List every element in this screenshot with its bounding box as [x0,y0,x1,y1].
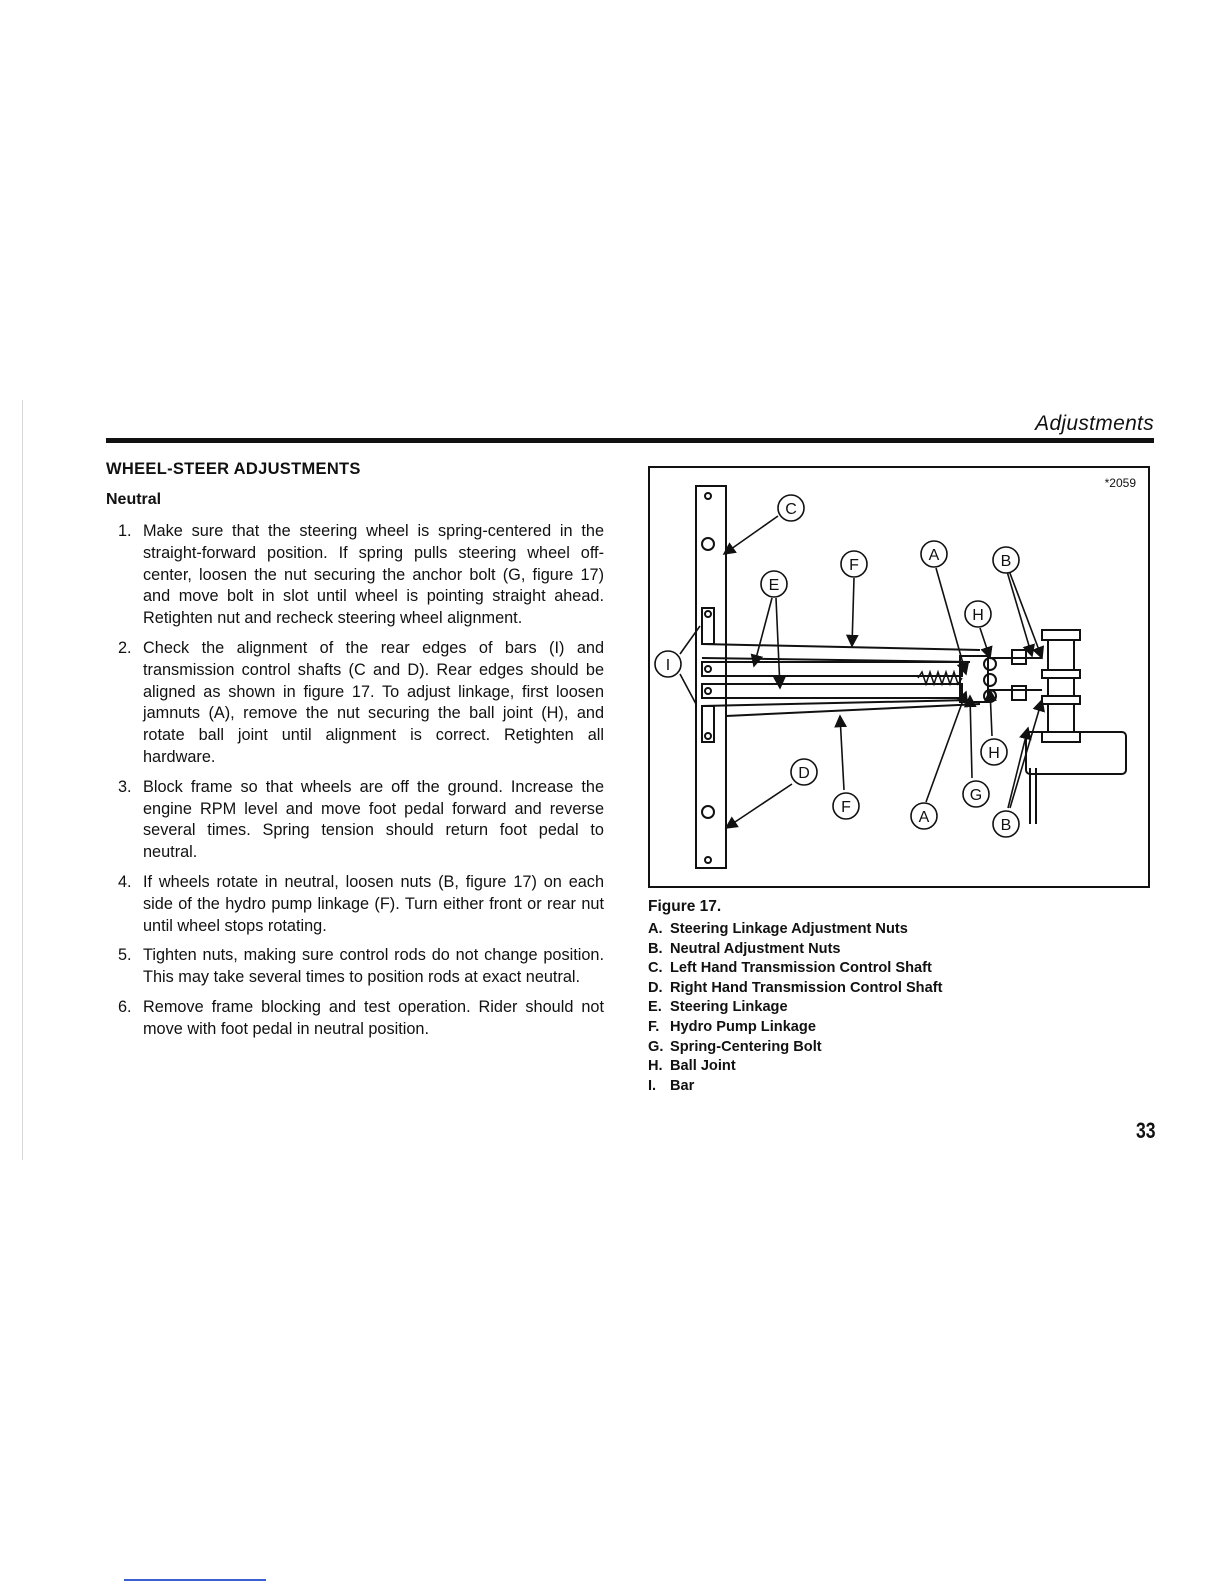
callout-f-lower [833,793,859,819]
legend-item: C. Left Hand Transmission Control Shaft [648,960,932,977]
legend-item: E. Steering Linkage [648,999,788,1016]
bottom-accent-line [124,1579,266,1581]
step-number: 6. [118,997,132,1016]
svg-text:A: A [928,547,940,564]
legend-item: I. Bar [648,1077,695,1094]
step-item [106,521,604,630]
callout-g [963,781,989,807]
steps-list [106,521,604,1041]
subsection-title: Neutral [106,491,162,508]
hole-icon [705,493,711,499]
section-header: Adjustments [1035,412,1154,435]
svg-text:C: C [785,501,797,518]
callout-a-upper [921,541,947,567]
figure-caption [648,898,1048,1096]
legend-item: H. Ball Joint [648,1058,736,1075]
step-item [106,872,604,937]
callout-f-upper [841,551,867,577]
step-text: Remove frame blocking and test operation. Rider should not move with foot pedal in neutral position. [143,997,604,1038]
svg-text:G: G [969,787,983,804]
step-item [106,945,604,989]
lower-shaft [702,700,970,706]
step-text: If wheels rotate in neutral, loosen nuts (B, figure 17) on each side of the hydro pump linkage (F). Turn either front or rear nut until wheel stops rotating. [143,872,604,935]
svg-text:F: F [849,557,859,574]
legend-item: F. Hydro Pump Linkage [648,1018,816,1035]
lower-bracket [702,706,714,742]
svg-text:B: B [1000,553,1012,570]
step-number: 2. [118,638,132,657]
step-item [106,638,604,769]
callout-a-lower [911,803,937,829]
svg-text:D: D [798,765,810,782]
svg-text:A: A [918,809,930,826]
callout-h-upper [965,601,991,627]
svg-text:I: I [665,657,671,674]
legend-item: G. Spring-Centering Bolt [648,1038,822,1055]
hole-icon [702,538,714,550]
step-text: Block frame so that wheels are off the ground. Increase the engine RPM level and move foot pedal forward and reverse several times. Spring tension should return foot pedal to neutral. [143,777,604,862]
legend-item: A. Steering Linkage Adjustment Nuts [648,921,908,937]
upper-shaft [702,644,980,650]
callout-b-lower [993,811,1019,837]
caption-title: Figure 17. [648,898,722,915]
svg-text:E: E [768,577,780,594]
upper-bracket [702,608,714,644]
hole-icon [702,806,714,818]
callout-h-lower [981,739,1007,765]
step-item [106,997,604,1041]
header-rule [106,438,1154,443]
legend-item: D. Right Hand Transmission Control Shaft [648,979,943,996]
svg-text:H: H [972,607,984,624]
callout-b-upper [993,547,1019,573]
bar-i-lower [702,684,962,698]
hole-icon [705,857,711,863]
step-number: 1. [118,522,132,540]
svg-text:B: B [1000,817,1012,834]
instructions-column [106,460,604,1049]
callout-c [778,495,804,521]
callout-e [761,571,787,597]
scan-edge-line [22,400,23,1160]
step-text: Check the alignment of the rear edges of bars (I) and transmission control shafts (C and D). Rear edges should be aligned as shown in figure 17. To adjust linkage, first loosen jamnuts (A), remove the nut securing the ball joint (H), and rotate ball joint until alignment is correct. Retighten all hardware. [143,638,604,766]
svg-text:F: F [841,799,851,816]
svg-text:H: H [988,745,1000,762]
figure-code: *2059 [1104,476,1136,490]
step-text: Tighten nuts, making sure control rods do not change position. This may take several times to position rods at exact neutral. [143,946,604,987]
step-item [106,777,604,864]
callout-i [655,651,681,677]
step-text: Make sure that the steering wheel is spring-centered in the straight-forward position. If spring pulls steering wheel off-center, loosen the nut securing the anchor bolt (G, figure 17) and move bolt in slot until wheel is pointing straight ahead. Retighten nut and recheck steering wheel alignment. [143,522,604,628]
step-number: 5. [118,946,132,965]
linkage-drawing [650,468,1152,890]
legend-item: B. Neutral Adjustment Nuts [648,940,841,957]
callout-d [791,759,817,785]
section-title: WHEEL-STEER ADJUSTMENTS [106,460,361,478]
step-number: 3. [118,777,132,796]
step-number: 4. [118,872,132,891]
page-number: 33 [1136,1118,1156,1143]
spring [918,672,962,684]
figure-17-diagram [648,466,1150,888]
